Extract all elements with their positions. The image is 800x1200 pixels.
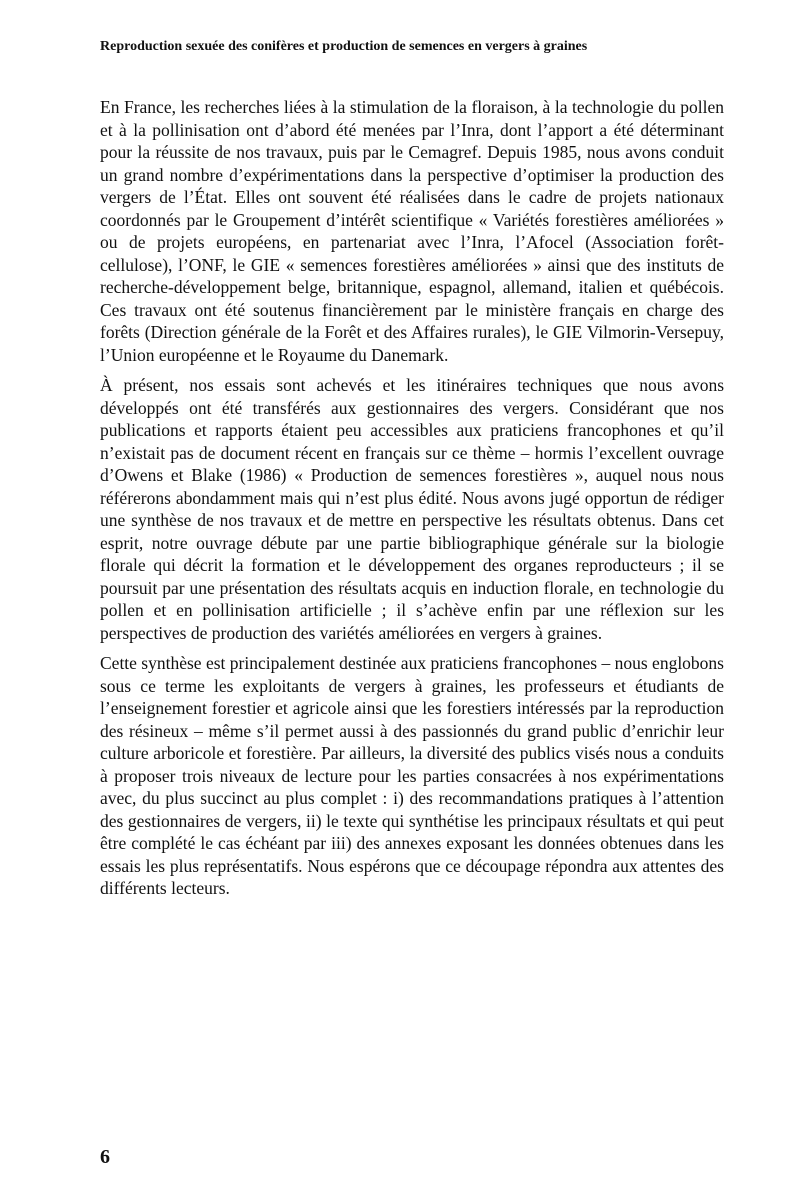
paragraph-3: Cette synthèse est principalement destinée aux praticiens francophones – nous englobons sous ce terme les exploitants de vergers à graines, les professeurs et étudiants de l’enseignement forestier et agricole ainsi que les forestiers intéressés par la reproduction des résineux – même s’il permet aussi à des passionnés du grand public d’enrichir leur culture arboricole et forestière. Par ailleurs, la diversité des publics visés nous a conduits à proposer trois niveaux de lecture pour les parties consacrées à nos expérimentations avec, du plus succinct au plus complet : i) des recommandations pratiques à l’attention des gestionnaires de vergers, ii) le texte qui synthétise les principaux résultats et qui peut être complété le cas échéant par iii) des annexes exposant les données obtenues dans les essais les plus représentatifs. Nous espérons que ce découpage répondra aux attentes des différents lecteurs. bbox=[100, 653, 724, 898]
running-header-title: Reproduction sexuée des conifères et production de semences en vergers à graines bbox=[100, 39, 588, 54]
paragraph-2: À présent, nos essais sont achevés et les itinéraires techniques que nous avons développés ont été transférés aux gestionnaires des vergers. Considérant que nos publications et rapports étaient peu accessibles aux praticiens francophones et qu’il n’existait pas de document récent en français sur ce thème – hormis l’excellent ouvrage d’Owens et Blake (1986) « Production de semences forestières », auquel nous nous référerons abondamment mais qui n’est plus édité. Nous avons jugé opportun de rédiger une synthèse de nos travaux et de mettre en perspective les résultats obtenus. Dans cet esprit, notre ouvrage débute par une partie bibliographique générale sur la biologie florale qui décrit la formation et le développement des organes reproducteurs ; il se poursuit par une présentation des résultats acquis en induction florale, en technologie du pollen et en pollinisation artificielle ; il s’achève enfin par une réflexion sur les perspectives de production des variétés améliorées en vergers à graines. bbox=[100, 375, 724, 643]
body-text bbox=[100, 96, 724, 908]
page-number: 6 bbox=[100, 1146, 110, 1168]
paragraph-1: En France, les recherches liées à la stimulation de la floraison, à la technologie du pollen et à la pollinisation ont d’abord été menées par l’Inra, dont l’apport a été déterminant pour la réussite de nos travaux, puis par le Cemagref. Depuis 1985, nous avons conduit un grand nombre d’expérimentations dans la perspective d’optimiser la production des vergers de l’État. Elles ont souvent été réalisées dans le cadre de projets nationaux coordonnés par le Groupement d’intérêt scientifique « Variétés forestières améliorées » ou de projets européens, en partenariat avec l’Inra, l’Afocel (Association forêt-cellulose), l’ONF, le GIE « semences forestières améliorées » ainsi que des instituts de recherche-développement belge, britannique, espagnol, allemand, italien et québécois. Ces travaux ont été soutenus financièrement par le ministère français en charge des forêts (Direction générale de la Forêt et des Affaires rurales), le GIE Vilmorin-Versepuy, l’Union européenne et le Royaume du Danemark. bbox=[100, 97, 724, 365]
